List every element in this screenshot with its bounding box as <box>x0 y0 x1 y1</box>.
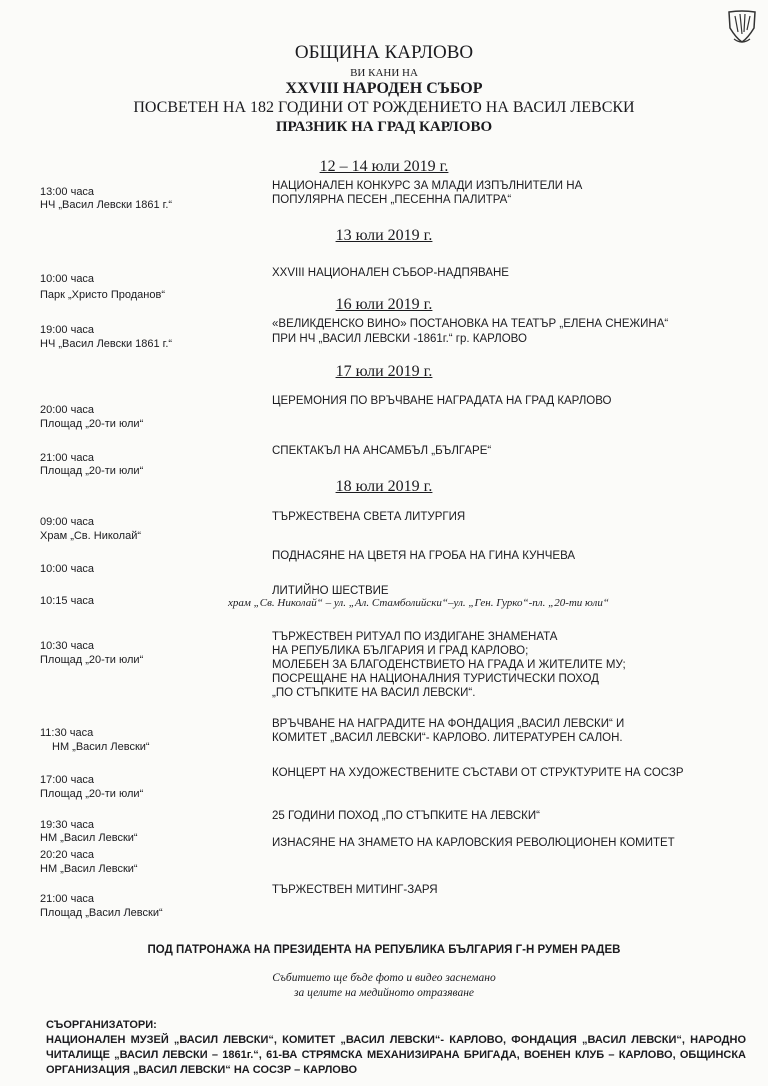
date-header: 12 – 14 юли 2019 г. <box>319 158 449 175</box>
event-time: 21:00 часа <box>40 452 95 464</box>
event-time: 11:30 часа <box>40 727 94 739</box>
event-time: 09:00 часа <box>40 516 95 528</box>
event-title: ЦЕРЕМОНИЯ ПО ВРЪЧВАНЕ НАГРАДАТА НА ГРАД КАРЛОВО <box>272 395 612 407</box>
event-title: СПЕКТАКЪЛ НА АНСАМБЪЛ „БЪЛГАРЕ“ <box>272 445 492 457</box>
event-place: Площад „20-ти юли“ <box>40 788 144 800</box>
event-title: ТЪРЖЕСТВЕНА СВЕТА ЛИТУРГИЯ <box>272 511 466 523</box>
event-title: «ВЕЛИКДЕНСКО ВИНО» ПОСТАНОВКА НА ТЕАТЪР „ЕЛЕНА СНЕЖИНА“ <box>272 318 669 330</box>
event-title: XXVIII НАЦИОНАЛЕН СЪБОР-НАДПЯВАНЕ <box>272 267 509 279</box>
stamp-logo-icon <box>726 8 758 46</box>
event-time: 19:00 часа <box>40 324 95 336</box>
event-title: „ПО СТЪПКИТЕ НА ВАСИЛ ЛЕВСКИ“. <box>272 687 476 699</box>
event-title: ВРЪЧВАНЕ НА НАГРАДИТЕ НА ФОНДАЦИЯ „ВАСИЛ ЛЕВСКИ“ И <box>272 718 625 730</box>
event-place: Площад „20-ти юли“ <box>40 418 144 430</box>
event-time: 10:15 часа <box>40 595 95 607</box>
municipality-title: ОБЩИНА КАРЛОВО <box>294 42 474 63</box>
event-place: НЧ „Васил Левски 1861 г.“ <box>40 338 173 350</box>
event-title: КОНЦЕРТ НА ХУДОЖЕСТВЕНИТЕ СЪСТАВИ ОТ СТРУКТУРИТЕ НА СОСЗР <box>272 767 684 779</box>
event-place: НМ „Васил Левски“ <box>40 832 138 844</box>
event-title: ПРИ НЧ „ВАСИЛ ЛЕВСКИ -1861г.“ гр. КАРЛОВО <box>272 333 527 345</box>
event-time: 19:30 часа <box>40 819 95 831</box>
event-time: 13:00 часа <box>40 186 95 198</box>
invites-line: ВИ КАНИ НА <box>350 67 418 79</box>
event-title: ИЗНАСЯНЕ НА ЗНАМЕТО НА КАРЛОВСКИЯ РЕВОЛЮЦИОНЕН КОМИТЕТ <box>272 837 675 849</box>
event-title: 25 ГОДИНИ ПОХОД „ПО СТЪПКИТЕ НА ЛЕВСКИ“ <box>272 810 540 822</box>
media-note: за целите на медийното отразяване <box>293 987 475 999</box>
event-title: ТЪРЖЕСТВЕН МИТИНГ-ЗАРЯ <box>272 884 438 896</box>
procession-route: храм „Св. Николай“ – ул. „Ал. Стамболийски“–ул. „Ген. Гурко“-пл. „20-ти юли“ <box>228 597 609 609</box>
holiday-line: ПРАЗНИК НА ГРАД КАРЛОВО <box>275 119 493 135</box>
date-header: 13 юли 2019 г. <box>335 227 433 244</box>
date-header: 18 юли 2019 г. <box>335 478 433 495</box>
date-header: 16 юли 2019 г. <box>335 296 433 313</box>
patronage-line: ПОД ПАТРОНАЖА НА ПРЕЗИДЕНТА НА РЕПУБЛИКА БЪЛГАРИЯ Г-Н РУМЕН РАДЕВ <box>147 944 621 956</box>
event-title: ЛИТИЙНО ШЕСТВИЕ <box>272 585 389 597</box>
event-time: 17:00 часа <box>40 774 95 786</box>
event-place: НЧ „Васил Левски 1861 г.“ <box>40 199 173 211</box>
event-title: МОЛЕБЕН ЗА БЛАГОДЕНСТВИЕТО НА ГРАДА И ЖИТЕЛИТЕ МУ; <box>272 659 626 671</box>
coorganizers-label: СЪОРГАНИЗАТОРИ: <box>46 1019 157 1031</box>
event-place: Храм „Св. Николай“ <box>40 530 141 542</box>
event-title: НА РЕПУБЛИКА БЪЛГАРИЯ И ГРАД КАРЛОВО; <box>272 645 529 657</box>
event-time: 21:00 часа <box>40 893 95 905</box>
event-title: ТЪРЖЕСТВЕН РИТУАЛ ПО ИЗДИГАНЕ ЗНАМЕНАТА <box>272 631 558 643</box>
event-place: НМ „Васил Левски“ <box>40 863 138 875</box>
festival-title: XXVIII НАРОДЕН СЪБОР <box>285 80 483 97</box>
event-title: НАЦИОНАЛЕН КОНКУРС ЗА МЛАДИ ИЗПЪЛНИТЕЛИ НА <box>272 180 583 192</box>
event-place: Площад „20-ти юли“ <box>40 654 144 666</box>
coorganizers-list: НАЦИОНАЛЕН МУЗЕЙ „ВАСИЛ ЛЕВСКИ“, КОМИТЕТ „ВАСИЛ ЛЕВСКИ“- КАРЛОВО, ФОНДАЦИЯ „ВАСИЛ ЛЕВСКИ“, НАРОДНО ЧИТАЛИЩЕ „ВАСИЛ ЛЕВСКИ – 1861г.“, 61-ВА СТРЯМСКА МЕХАНИЗИРАНА БРИГАДА, ВОЕНЕН КЛУБ – КАРЛОВО, ОБЩИНСКА ОРГАНИЗАЦИЯ „ВАСИЛ ЛЕВСКИ“ НА СОСЗР – КАРЛОВО <box>46 1034 746 1076</box>
dedication-line: ПОСВЕТЕН НА 182 ГОДИНИ ОТ РОЖДЕНИЕТО НА ВАСИЛ ЛЕВСКИ <box>133 99 635 116</box>
event-place: НМ „Васил Левски“ <box>52 741 150 753</box>
event-title: ПОДНАСЯНЕ НА ЦВЕТЯ НА ГРОБА НА ГИНА КУНЧЕВА <box>272 550 576 562</box>
event-place: Площад „20-ти юли“ <box>40 465 144 477</box>
event-time: 20:00 часа <box>40 404 95 416</box>
event-title: КОМИТЕТ „ВАСИЛ ЛЕВСКИ“- КАРЛОВО. ЛИТЕРАТУРЕН САЛОН. <box>272 732 623 744</box>
event-title: ПОПУЛЯРНА ПЕСЕН „ПЕСЕННА ПАЛИТРА“ <box>272 194 512 206</box>
event-time: 20:20 часа <box>40 849 95 861</box>
media-note: Събитието ще бъде фото и видео заснемано <box>272 972 496 984</box>
event-time: 10:00 часа <box>40 273 95 285</box>
event-place: Площад „Васил Левски“ <box>40 907 163 919</box>
event-place: Парк „Христо Проданов“ <box>40 289 165 301</box>
event-time: 10:00 часа <box>40 563 95 575</box>
event-title: ПОСРЕЩАНЕ НА НАЦИОНАЛНИЯ ТУРИСТИЧЕСКИ ПОХОД <box>272 673 599 685</box>
date-header: 17 юли 2019 г. <box>335 363 433 380</box>
event-time: 10:30 часа <box>40 640 95 652</box>
